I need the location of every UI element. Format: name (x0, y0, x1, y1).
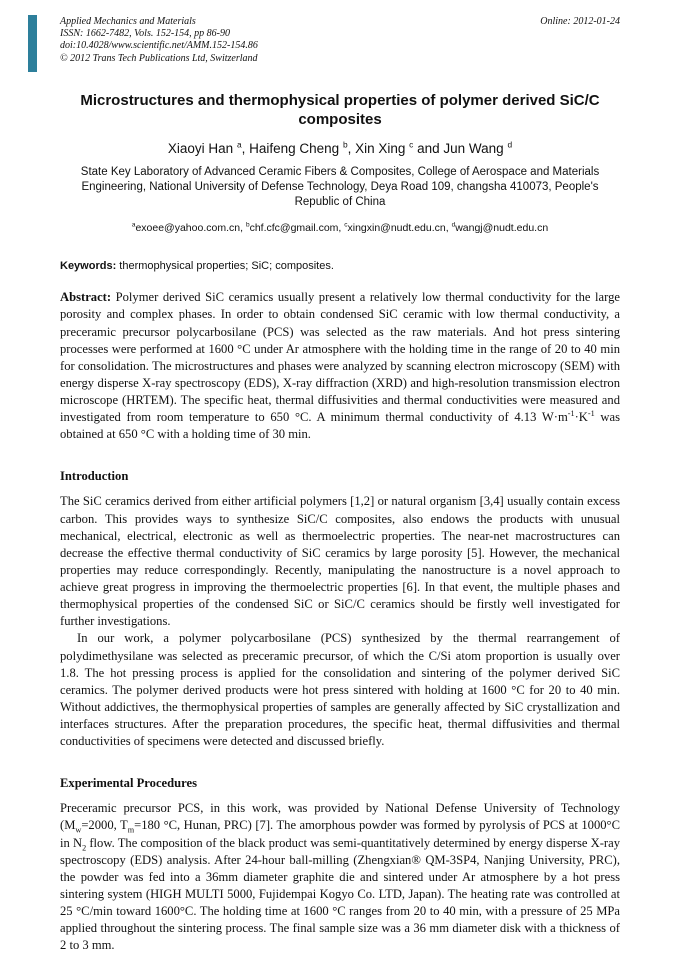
email-affmark-2: b (245, 221, 250, 229)
section-heading-introduction: Introduction (60, 469, 129, 484)
email-affmark-4: d (451, 221, 456, 229)
abstract-text-2: ·K (574, 410, 588, 425)
experimental-paragraph (60, 800, 620, 954)
abstract-superscript-1: -1 (567, 408, 575, 418)
email-2: chf.cfc@gmail.com, (249, 222, 345, 235)
author-separator-3: and (413, 140, 444, 156)
introduction-paragraph-2: In our work, a polymer polycarbosilane (PCS) synthesized by the thermal rearrangement of polydimethysilane was selected as preceramic precursor, of which the C/Si atom proportion is usually over 1.8. The hot pressing process is applied for the consolidation and sintering of the polymer derived SiC ceramics. The polymer derived products were hot press sintered with holding at 1600 °C for 20 to 40 min. Without addictives, the thermophysical properties of samples are generally affected by SiC crystallization and interfaces structures. After the preparation procedures, the specific heat, thermal diffusivities and thermal conductivities of specimens were detected and discussed briefly. (60, 631, 620, 749)
paper-header (60, 16, 620, 65)
email-4: wangj@nudt.edu.cn (455, 222, 549, 235)
abstract-label: Abstract: (60, 290, 112, 305)
section-heading-experimental: Experimental Procedures (60, 776, 197, 791)
affiliation: State Key Laboratory of Advanced Ceramic Fibers & Composites, College of Aerospace and Materials Engineering, National University of Defense Technology, Deya Road 109, changsha 410073, People's Republic of China (80, 165, 600, 209)
experimental-text-3: =180 °C, Hunan, PRC) [7]. The amorphous powder was formed by pyrolysis of PCS at 1000°C in N (60, 818, 620, 850)
author-affmark-4: d (507, 139, 513, 150)
experimental-text-4: flow. The composition of the black product was semi-quantitatively determined by energy disperse X-ray spectroscopy (EDS) analysis. After 24-hour ball-milling (Zhengxian® QM-3SP4, Nanjing University, PRC), the powder was fed into a 36mm diameter graphite die and sintered under Ar atmosphere by a hot press sintering system (HIGH MULTI 5000, Fujidempai Kogyo Co. LTD, Japan). The heating rate was controlled at 25 °C/min toward 1600°C. The holding time at 1600 °C ranges from 20 to 40 min, with a pressure of 25 MPa applied throughout the sintering process. The final sample size was a 36 mm diameter disk with a thickness of 2 to 3 mm. (60, 835, 620, 953)
journal-name: Applied Mechanics and Materials (60, 16, 196, 27)
author-name-3: Xin Xing (355, 140, 410, 156)
online-date: Online: 2012-01-24 (540, 16, 620, 27)
author-name-1: Xiaoyi Han (167, 140, 237, 156)
abstract-text-1: Polymer derived SiC ceramics usually present a relatively low thermal conductivity for the large porosity and complex phases. In order to obtain condensed SiC ceramic with low thermal conductivity, a preceramic precursor polycarbosilane (PCS) was selected as the raw materials. And hot press sintering processes were performed at 1600 °C under Ar atmosphere with the holding time in the range of 20 to 40 min for consolidation. The microstructures and phases were analyzed by scanning electron microscopy (SEM) with energy disperse X-ray spectroscopy (EDS), X-ray diffraction (XRD) and high-resolution transmission electron microscope (HRTEM). The specific heat, thermal diffusivities and thermal conductivities were measured and investigated from room temperature to 650 °C. A minimum thermal conductivity of 4.13 W·m (60, 290, 620, 425)
author-separator-2: , (347, 140, 356, 156)
author-name-2: Haifeng Cheng (249, 140, 343, 156)
experimental-subscript-2: m (127, 825, 135, 835)
copyright-line: © 2012 Trans Tech Publications Ltd, Switzerland (60, 52, 258, 64)
author-affmark-3: c (409, 139, 414, 150)
author-affmark-2: b (342, 139, 348, 150)
keywords-text: thermophysical properties; SiC; composites. (116, 260, 334, 273)
keywords-line (60, 260, 620, 272)
experimental-text-1: Preceramic precursor PCS, in this work, was provided by National Defense University of Technology (M (60, 801, 620, 833)
abstract-superscript-2: -1 (587, 408, 595, 418)
doi-line: doi:10.4028/www.scientific.net/AMM.152-154.86 (60, 40, 258, 52)
author-name-4: Jun Wang (443, 140, 508, 156)
experimental-subscript-1: w (75, 825, 82, 835)
abstract-text-3: was obtained at 650 °C with a holding time of 30 min. (60, 410, 620, 442)
journal-accent-bar (28, 15, 37, 72)
email-affmark-1: a (131, 221, 136, 229)
publication-info (60, 16, 258, 65)
paper-title: Microstructures and thermophysical properties of polymer derived SiC/C composites (80, 91, 600, 129)
email-3: xingxin@nudt.edu.cn, (347, 222, 452, 235)
experimental-text-2: =2000, T (81, 818, 128, 833)
author-emails (60, 222, 620, 234)
abstract (60, 289, 620, 443)
authors-line (60, 141, 620, 156)
keywords-label: Keywords: (60, 260, 117, 273)
issn-line: ISSN: 1662-7482, Vols. 152-154, pp 86-90 (60, 28, 230, 40)
experimental-subscript-3: 2 (82, 843, 87, 853)
email-1: exoee@yahoo.com.cn, (135, 222, 246, 235)
email-affmark-3: c (344, 221, 348, 229)
author-affmark-1: a (236, 139, 242, 150)
author-separator-1: , (241, 140, 250, 156)
introduction-paragraph-1: The SiC ceramics derived from either artificial polymers [1,2] or natural organism [3,4] usually contain excess carbon. This provides ways to synthesize SiC/C composites, also endows the products with unusual mechanical, electrical, electronic as well as thermoelectric properties. The near-net macrostructures can decrease the effective thermal conductivity of SiC ceramics by large porosity [5]. However, the mechanical properties may reduce correspondingly. Recently, manipulating the nanostructure is a novel approach to achieve great progress in improving the thermoelectric properties [6]. In that event, the multiple phases and thermophysical properties of the condensed SiC or SiC/C ceramics should be firstly well investigated for further investigations. (60, 494, 620, 629)
